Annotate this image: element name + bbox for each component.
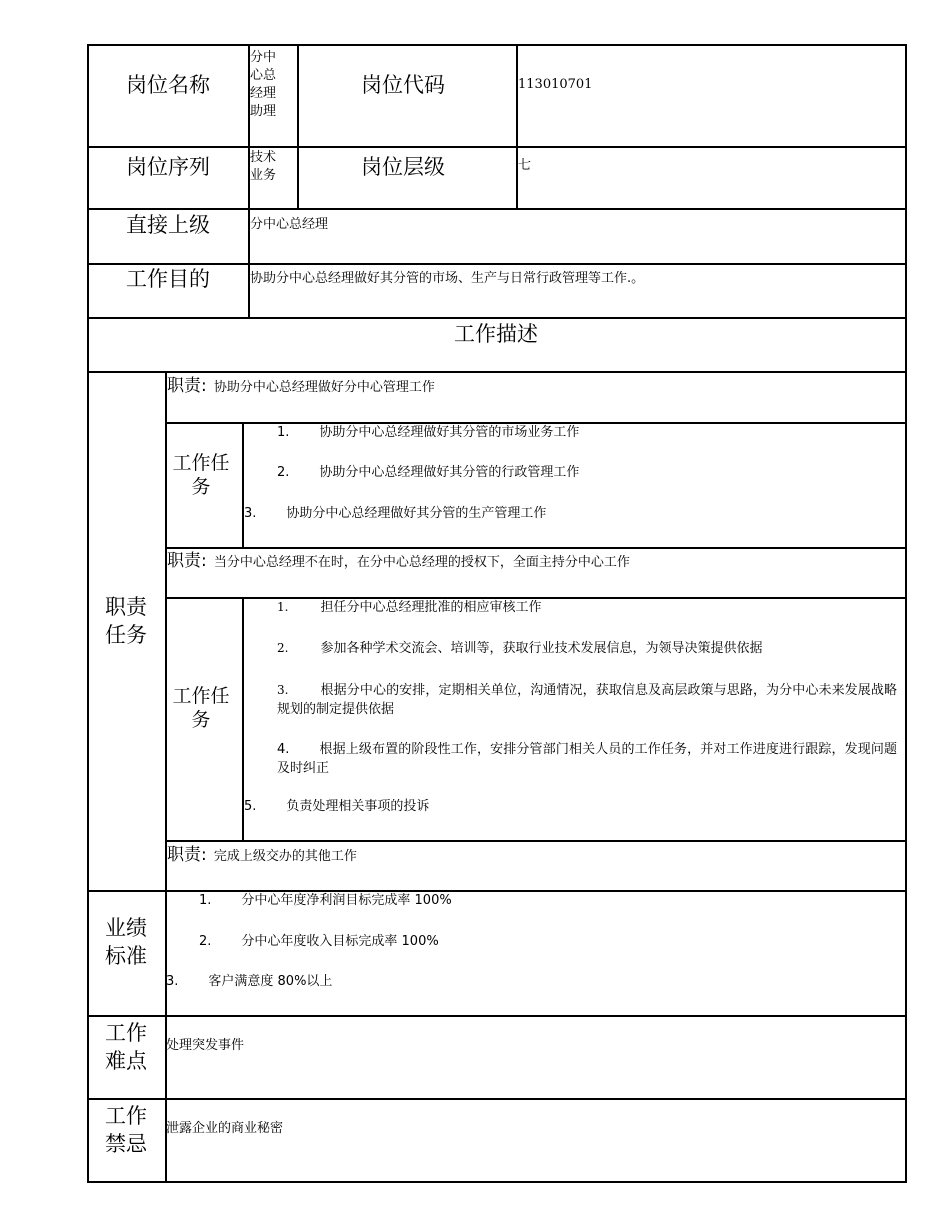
superior-label: 直接上级 [126, 213, 210, 237]
performance-text: 客户满意度 80%以上 [208, 974, 333, 989]
duty-text: 当分中心总经理不在时，在分中心总经理的授权下，全面主持分中心工作 [213, 555, 630, 570]
performance-num: 2. [199, 934, 212, 949]
task-text: 负责处理相关事项的投诉 [286, 799, 430, 814]
task-item [277, 681, 897, 719]
row-divider [165, 422, 907, 424]
performance-label: 业绩标准 [105, 916, 147, 968]
col-divider [297, 44, 299, 210]
purpose-value: 协助分中心总经理做好其分管的市场、生产与日常行政管理等工作.。 [250, 271, 645, 286]
task-num: 2. [277, 641, 289, 655]
performance-num: 3. [166, 974, 179, 989]
task-num: 1. [277, 600, 289, 614]
difficulty-value: 处理突发事件 [166, 1038, 245, 1053]
col-divider [516, 44, 518, 210]
row-divider [87, 317, 907, 319]
row-divider [165, 547, 907, 549]
duty-prefix: 职责: [167, 845, 207, 865]
task-label: 工作任务 [172, 452, 230, 498]
row-divider [87, 371, 907, 373]
taboo-label: 工作禁忌 [105, 1104, 147, 1156]
task-num: 3. [277, 683, 289, 697]
task-num: 3. [244, 506, 257, 521]
post-sequence-label: 岗位序列 [126, 155, 210, 179]
duty-text: 完成上级交办的其他工作 [213, 849, 357, 864]
post-name-value: 分中心总经理助理 [250, 50, 277, 119]
duty-item [167, 376, 435, 396]
task-item [277, 465, 579, 481]
row-divider [165, 840, 907, 842]
task-text: 担任分中心总经理批准的相应审核工作 [320, 600, 542, 615]
taboo-value: 泄露企业的商业秘密 [166, 1121, 284, 1136]
row-divider [87, 890, 907, 892]
row-divider [165, 597, 907, 599]
post-level-value: 七 [518, 158, 532, 173]
task-num: 2. [277, 465, 290, 480]
task-num: 1. [277, 425, 290, 440]
post-code-label: 岗位代码 [361, 73, 445, 97]
duty-text: 协助分中心总经理做好分中心管理工作 [213, 380, 435, 395]
task-num: 4. [277, 742, 290, 757]
col-divider [242, 422, 244, 549]
task-text: 根据上级布置的阶段性工作，安排分管部门相关人员的工作任务，并对工作进度进行跟踪，发现问题及时纠正 [277, 742, 897, 776]
superior-value: 分中心总经理 [250, 217, 329, 232]
task-item [244, 799, 429, 815]
post-sequence-value: 技术业务 [250, 150, 277, 183]
task-label: 工作任务 [172, 685, 230, 731]
table-border-right [905, 44, 907, 1183]
performance-item [199, 893, 452, 909]
duty-prefix: 职责: [167, 376, 207, 396]
row-divider [87, 146, 907, 148]
duty-item [167, 845, 357, 865]
table-border-left [87, 44, 89, 1183]
performance-text: 分中心年度净利润目标完成率 100% [241, 893, 452, 908]
performance-item [166, 974, 332, 990]
row-divider [87, 263, 907, 265]
purpose-label: 工作目的 [126, 267, 210, 291]
duty-item [167, 551, 630, 571]
row-divider [87, 1015, 907, 1017]
post-code-value: 113010701 [518, 77, 593, 92]
description-title: 工作描述 [454, 322, 538, 346]
task-item [277, 600, 541, 616]
task-item [277, 641, 762, 657]
duty-prefix: 职责: [167, 551, 207, 571]
row-divider [87, 1098, 907, 1100]
table-border-bottom [87, 1181, 907, 1183]
task-num: 5. [244, 799, 257, 814]
post-level-label: 岗位层级 [361, 155, 445, 179]
task-item [277, 425, 579, 441]
row-divider [87, 208, 907, 210]
difficulty-label: 工作难点 [105, 1021, 147, 1073]
table-border-top [87, 44, 907, 46]
task-text: 参加各种学术交流会、培训等，获取行业技术发展信息，为领导决策提供依据 [320, 641, 763, 656]
performance-num: 1. [199, 893, 212, 908]
duties-label: 职责任务 [105, 595, 147, 647]
task-text: 协助分中心总经理做好其分管的市场业务工作 [319, 425, 580, 440]
performance-item [199, 934, 439, 950]
post-name-label: 岗位名称 [126, 73, 210, 97]
task-item [277, 740, 897, 778]
task-text: 协助分中心总经理做好其分管的生产管理工作 [286, 506, 547, 521]
task-item [244, 506, 546, 522]
performance-text: 分中心年度收入目标完成率 100% [241, 934, 439, 949]
task-text: 协助分中心总经理做好其分管的行政管理工作 [319, 465, 580, 480]
task-text: 根据分中心的安排，定期相关单位，沟通情况，获取信息及高层政策与思路，为分中心未来发展战略规划的制定提供依据 [277, 683, 897, 717]
